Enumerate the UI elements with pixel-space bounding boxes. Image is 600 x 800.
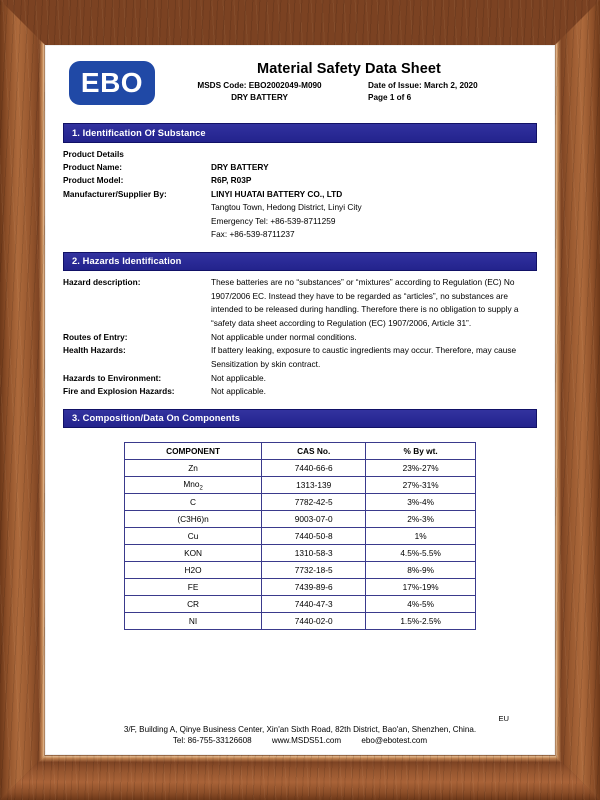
cell-pct-by-wt: 3%-4% (366, 494, 476, 511)
footer-tel: Tel: 86-755-33126608 (172, 736, 252, 746)
manufacturer-fax: Fax: +86-539-8711237 (211, 229, 295, 240)
cell-pct-by-wt: 2%-3% (366, 511, 476, 528)
cell-cas-no: 7440-47-3 (262, 596, 366, 613)
fire-explosion-hazards-label: Fire and Explosion Hazards: (63, 386, 175, 397)
cell-component: Mno$_2$ (125, 477, 262, 494)
product-model-value: R6P, R03P (211, 175, 252, 186)
th-cas-no: CAS No. (262, 443, 366, 460)
row-health-hazards (63, 344, 537, 371)
section-bar-composition: 3. Composition/Data On Components (63, 409, 537, 429)
cell-cas-no: 7732-18-5 (262, 562, 366, 579)
frame-rail-right (555, 0, 600, 800)
row-hazards-environment (63, 372, 537, 385)
table-row (125, 477, 476, 494)
health-hazards-value: If battery leaking, exposure to caustic ingredients may occur. Therefore, may cause Sensitization by skin contract. (211, 345, 517, 369)
row-fire-explosion-hazards (63, 385, 537, 398)
routes-of-entry-value: Not applicable under normal conditions. (211, 331, 357, 342)
cell-pct-by-wt: 27%-31% (366, 477, 476, 494)
composition-table (124, 442, 476, 630)
cell-component: FE (125, 579, 262, 596)
section-bar-hazards: 2. Hazards Identification (63, 252, 537, 272)
header-meta-block (155, 59, 537, 102)
cell-cas-no: 7440-02-0 (262, 613, 366, 630)
cell-component: (C3H6)n (125, 511, 262, 528)
page-number: Page 1 of 6 (368, 93, 412, 102)
hazards-environment-value: Not applicable. (211, 372, 266, 383)
row-routes-of-entry (63, 331, 537, 344)
hazard-description-text: These batteries are no “substances” or “mixtures” according to Regulation (EC) No 1907/2006 EC. Instead they have to be regarded as “articles”, no substances are intended to be released during handling. Therefore there is no obligation to supply a “safety data sheet according to Regulation (EC) 1907/2006, Article 31”. (211, 277, 519, 329)
product-details-heading (63, 148, 537, 161)
product-line: DRY BATTERY (231, 93, 288, 102)
document-header (63, 59, 537, 113)
table-row (125, 494, 476, 511)
th-pct-by-wt: % By wt. (366, 443, 476, 460)
table-row (125, 562, 476, 579)
frame-rail-bottom (0, 755, 600, 800)
product-name-value: DRY BATTERY (211, 161, 269, 172)
footer-contacts (63, 735, 537, 747)
table-row (125, 460, 476, 477)
cell-component: KON (125, 545, 262, 562)
cell-cas-no: 7439-89-6 (262, 579, 366, 596)
header-meta-grid (167, 81, 537, 102)
cell-component: C (125, 494, 262, 511)
page-title: Material Safety Data Sheet (257, 61, 441, 77)
cell-pct-by-wt: 1.5%-2.5% (366, 613, 476, 630)
manufacturer-value: LINYI HUATAI BATTERY CO., LTD (211, 188, 343, 199)
fire-explosion-hazards-value: Not applicable. (211, 386, 266, 397)
table-row (125, 613, 476, 630)
cell-pct-by-wt: 17%-19% (366, 579, 476, 596)
row-manufacturer (63, 188, 537, 201)
hazards-environment-label: Hazards to Environment: (63, 372, 162, 383)
composition-table-body (125, 460, 476, 630)
cell-component: Zn (125, 460, 262, 477)
ebo-logo (69, 61, 155, 105)
frame-rail-left (0, 0, 45, 800)
hazard-description-label: Hazard description: (63, 277, 141, 288)
cell-cas-no: 7440-66-6 (262, 460, 366, 477)
manufacturer-address: Tangtou Town, Hedong District, Linyi City (211, 202, 362, 213)
cell-pct-by-wt: 8%-9% (366, 562, 476, 579)
row-product-model (63, 174, 537, 187)
row-product-name (63, 161, 537, 174)
msds-code: MSDS Code: EBO2002049-M090 (197, 81, 322, 90)
footer-address: 3/F, Building A, Qinye Business Center, Xin'an Sixth Road, 82th District, Bao'an, Shenzhen, China. (123, 724, 477, 734)
product-model-label: Product Model: (63, 175, 124, 186)
routes-of-entry-label: Routes of Entry: (63, 331, 128, 342)
cell-component: H2O (125, 562, 262, 579)
cell-component: Cu (125, 528, 262, 545)
table-row (125, 545, 476, 562)
eu-marking: EU (498, 713, 509, 723)
th-component: COMPONENT (125, 443, 262, 460)
table-row (125, 511, 476, 528)
cell-cas-no: 1310-58-3 (262, 545, 366, 562)
health-hazards-label: Health Hazards: (63, 345, 126, 356)
cell-component: CR (125, 596, 262, 613)
product-details-label: Product Details (63, 148, 124, 159)
cell-pct-by-wt: 23%-27% (366, 460, 476, 477)
document-page (45, 45, 555, 755)
cell-component: NI (125, 613, 262, 630)
date-of-issue: Date of Issue: March 2, 2020 (368, 81, 478, 90)
manufacturer-emergency: Emergency Tel: +86-539-8711259 (211, 215, 336, 226)
logo-text: EBO (80, 67, 144, 98)
row-hazard-description (63, 276, 537, 331)
table-header-row (125, 443, 476, 460)
cell-cas-no: 9003-07-0 (262, 511, 366, 528)
table-row (125, 596, 476, 613)
cell-cas-no: 7782-42-5 (262, 494, 366, 511)
product-name-label: Product Name: (63, 161, 123, 172)
footer-website[interactable]: www.MSDS51.com (271, 736, 342, 746)
document-footer (63, 714, 537, 747)
cell-pct-by-wt: 1% (366, 528, 476, 545)
table-row (125, 579, 476, 596)
table-row (125, 528, 476, 545)
manufacturer-label: Manufacturer/Supplier By: (63, 188, 167, 199)
frame-rail-top (0, 0, 600, 45)
footer-email[interactable]: ebo@ebotest.com (361, 736, 428, 746)
section-bar-identification: 1. Identification Of Substance (63, 123, 537, 143)
cell-pct-by-wt: 4.5%-5.5% (366, 545, 476, 562)
cell-pct-by-wt: 4%-5% (366, 596, 476, 613)
cell-cas-no: 1313-139 (262, 477, 366, 494)
cell-cas-no: 7440-50-8 (262, 528, 366, 545)
